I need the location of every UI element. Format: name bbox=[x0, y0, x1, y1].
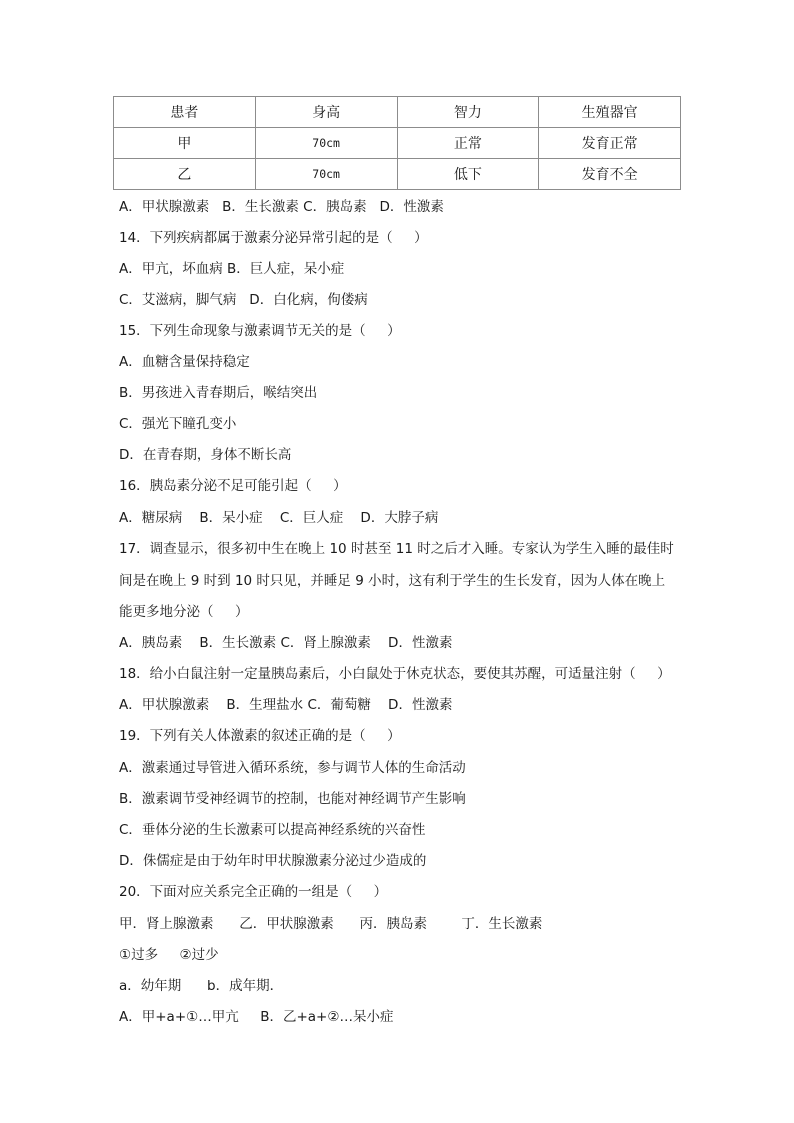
answer-option: C．垂体分泌的生长激素可以提高神经系统的兴奋性 bbox=[119, 822, 426, 838]
table-cell: 发育不全 bbox=[539, 159, 681, 190]
table-cell: 正常 bbox=[397, 128, 539, 159]
table-row bbox=[114, 159, 681, 190]
answer-option: A．激素通过导管进入循环系统，参与调节人体的生命活动 bbox=[119, 760, 466, 776]
answer-option: B．激素调节受神经调节的控制，也能对神经调节产生影响 bbox=[119, 791, 466, 807]
table-header-cell: 智力 bbox=[397, 97, 539, 128]
answer-options-18: A．甲状腺激素 B．生理盐水 C．葡萄糖 D．性激素 bbox=[119, 697, 453, 713]
answer-option: C．艾滋病，脚气病 D．白化病，佝偻病 bbox=[119, 292, 368, 308]
answer-option: A．甲亢，坏血病 B．巨人症，呆小症 bbox=[119, 261, 345, 277]
answer-option: B．男孩进入青春期后，喉结突出 bbox=[119, 385, 318, 401]
answer-options-20: A．甲+a+①…甲亢 B．乙+a+②…呆小症 bbox=[119, 1009, 394, 1025]
hormone-list: 甲．肾上腺激素 乙．甲状腺激素 丙．胰岛素 丁．生长激素 bbox=[119, 916, 543, 932]
table-header-row bbox=[114, 97, 681, 128]
table-header-cell: 身高 bbox=[255, 97, 397, 128]
answer-option: A．血糖含量保持稳定 bbox=[119, 354, 250, 370]
table-cell: 乙 bbox=[114, 159, 256, 190]
question-17-continued: 间是在晚上 9 时到 10 时只见，并睡足 9 小时，这有利于学生的生长发育，因为人体在晚上 bbox=[119, 573, 666, 589]
question-17: 17．调查显示，很多初中生在晚上 10 时甚至 11 时之后才入睡。专家认为学生入睡的最佳时 bbox=[119, 541, 674, 557]
table-cell: 低下 bbox=[397, 159, 539, 190]
answer-options-16: A．糖尿病 B．呆小症 C．巨人症 D．大脖子病 bbox=[119, 510, 439, 526]
question-17-continued: 能更多地分泌（ ） bbox=[119, 604, 249, 620]
question-14: 14．下列疾病都属于激素分泌异常引起的是（ ） bbox=[119, 230, 428, 246]
answer-options-17: A．胰岛素 B．生长激素 C．肾上腺激素 D．性激素 bbox=[119, 635, 453, 651]
question-16: 16．胰岛素分泌不足可能引起（ ） bbox=[119, 478, 347, 494]
table-cell: 甲 bbox=[114, 128, 256, 159]
table-header-cell: 患者 bbox=[114, 97, 256, 128]
secretion-list: ①过多 ②过少 bbox=[119, 947, 219, 963]
answer-option: D．在青春期，身体不断长高 bbox=[119, 447, 292, 463]
answer-option: D．侏儒症是由于幼年时甲状腺激素分泌过少造成的 bbox=[119, 853, 427, 869]
question-18: 18．给小白鼠注射一定量胰岛素后，小白鼠处于休克状态，要使其苏醒，可适量注射（ ） bbox=[119, 666, 671, 682]
question-20: 20．下面对应关系完全正确的一组是（ ） bbox=[119, 884, 388, 900]
table-cell: 70cm bbox=[255, 159, 397, 190]
table-cell: 发育正常 bbox=[539, 128, 681, 159]
question-19: 19．下列有关人体激素的叙述正确的是（ ） bbox=[119, 728, 401, 744]
question-15: 15．下列生命现象与激素调节无关的是（ ） bbox=[119, 323, 401, 339]
stage-list: a．幼年期 b．成年期． bbox=[119, 978, 284, 994]
answer-option: C．强光下瞳孔变小 bbox=[119, 416, 237, 432]
table-header-cell: 生殖器官 bbox=[539, 97, 681, 128]
answer-options-13: A．甲状腺激素 B．生长激素 C．胰岛素 D．性激素 bbox=[119, 199, 444, 215]
table-row bbox=[114, 128, 681, 159]
patient-table bbox=[113, 96, 681, 190]
table-cell: 70cm bbox=[255, 128, 397, 159]
